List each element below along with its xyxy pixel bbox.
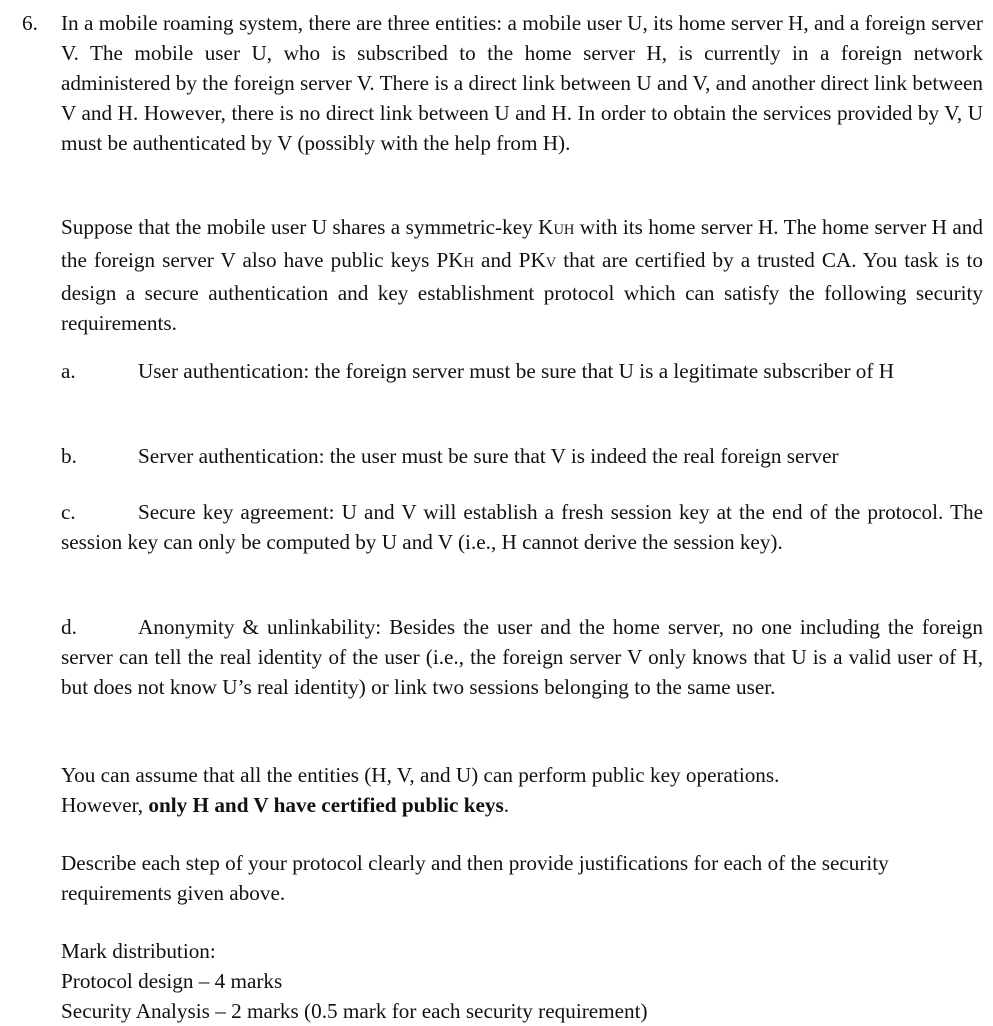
assumption-prefix: However, — [61, 793, 149, 817]
setup-text-4: that are certified by a trusted CA. You task is to design a secure authentication and key establishment protocol which can satisfy the following security requirements. — [61, 248, 983, 335]
requirement-text: Secure key agreement: U and V will establish a fresh session key at the end of the protocol. The session key can only be computed by U and V (i.e., H cannot derive the session key). — [61, 500, 983, 554]
instruction-paragraph: Describe each step of your protocol clearly and then provide justifications for each of the security requirements given above. — [61, 851, 889, 905]
assumption-emphasis: only H and V have certified public keys — [148, 793, 504, 817]
kuh-subscript: UH — [553, 222, 575, 238]
requirement-letter: b. — [61, 444, 77, 468]
requirement-c — [61, 497, 983, 557]
assumption-suffix: . — [503, 793, 510, 817]
setup-text-3: and PK — [474, 248, 546, 272]
assumption-paragraph — [61, 760, 983, 820]
mark-distribution — [61, 936, 983, 1026]
marks-protocol: Protocol design – 4 marks — [61, 969, 283, 993]
requirement-letter: d. — [61, 615, 77, 639]
pkh-subscript: H — [463, 255, 475, 271]
requirement-text: User authentication: the foreign server must be sure that U is a legitimate subscriber of H — [138, 359, 895, 383]
requirement-text: Anonymity & unlinkability: Besides the user and the home server, no one including the foreign server can tell the real identity of the user (i.e., the foreign server V only knows that U is a valid user of H, but does not know U’s real identity) or link two sessions belonging to the same user. — [61, 615, 983, 699]
assumption-line-2 — [61, 790, 983, 820]
intro-paragraph: In a mobile roaming system, there are three entities: a mobile user U, its home server H, and a foreign server V. The mobile user U, who is subscribed to the home server H, is currently in a foreign network administered by the foreign server V. There is a direct link between U and V, and another direct link between V and H. However, there is no direct link between U and H. In order to obtain the services provided by V, U must be authenticated by V (possibly with the help from H). — [61, 11, 983, 155]
requirement-text: Server authentication: the user must be sure that V is indeed the real foreign server — [138, 444, 839, 468]
setup-paragraph — [61, 212, 983, 338]
requirement-b — [61, 441, 983, 471]
marks-security: Security Analysis – 2 marks (0.5 mark for each security requirement) — [61, 999, 648, 1023]
assumption-line-1: You can assume that all the entities (H, V, and U) can perform public key operations. — [61, 763, 780, 787]
requirement-a — [61, 356, 983, 386]
question-number: 6. — [22, 11, 38, 35]
setup-text-1: Suppose that the mobile user U shares a symmetric-key K — [61, 215, 554, 239]
marks-heading: Mark distribution: — [61, 939, 216, 963]
requirement-letter: c. — [61, 500, 76, 524]
requirement-d — [61, 612, 983, 702]
setup-text-2: with its home server H. The home server H and the foreign server V also have public keys PK — [61, 215, 983, 272]
pkv-subscript: V — [545, 255, 557, 271]
requirement-letter: a. — [61, 359, 76, 383]
